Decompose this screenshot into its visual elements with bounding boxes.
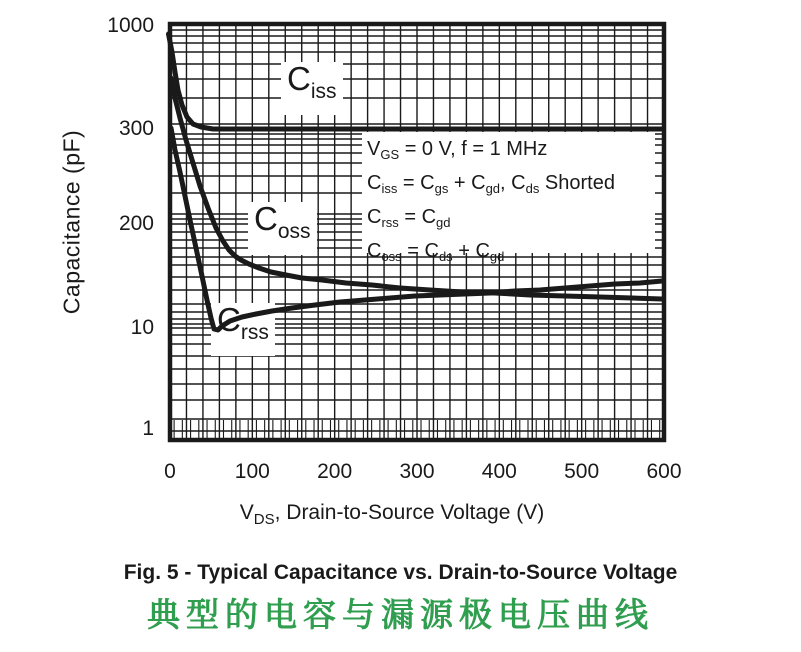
- label-text: C: [367, 240, 382, 262]
- figure-caption-english: Fig. 5 - Typical Capacitance vs. Drain-to-Source Voltage: [123, 561, 678, 584]
- subscript-text: oss: [277, 220, 311, 243]
- subscript-text: gs: [434, 181, 449, 196]
- label-text: , Drain-to-Source Voltage (V): [274, 501, 545, 524]
- x-tick-label-0: 0: [164, 460, 176, 483]
- curve-coss: [171, 78, 662, 299]
- subscript-text: iss: [310, 80, 337, 103]
- x-tick-label-400: 400: [481, 460, 517, 483]
- curve-crss: [171, 128, 662, 330]
- label-text: = C: [398, 206, 437, 228]
- y-tick-label-1: 1: [142, 417, 154, 440]
- label-text: C: [367, 172, 382, 194]
- label-text: C: [254, 200, 278, 237]
- x-tick-label-200: 200: [317, 460, 353, 483]
- label-text: + C: [452, 240, 490, 262]
- subscript-text: DS: [253, 511, 275, 528]
- label-text: = 0 V, f = 1 MHz: [399, 138, 548, 160]
- subscript-text: ds: [438, 249, 453, 264]
- y-tick-label-200: 200: [118, 212, 154, 235]
- subscript-text: rss: [381, 215, 399, 230]
- label-text: C: [287, 60, 311, 97]
- label-text: + C: [448, 172, 486, 194]
- subscript-text: gd: [489, 249, 505, 264]
- label-text: , C: [500, 172, 526, 194]
- y-tick-label-1000: 1000: [107, 14, 154, 37]
- x-tick-label-100: 100: [234, 460, 270, 483]
- y-tick-label-300: 300: [118, 117, 154, 140]
- subscript-text: oss: [381, 249, 402, 264]
- label-text: C: [217, 301, 241, 338]
- y-axis-title: Capacitance (pF): [58, 129, 85, 315]
- subscript-text: gd: [485, 181, 501, 196]
- figure-caption-chinese: 典型的电容与漏源极电压曲线: [147, 596, 654, 633]
- subscript-text: iss: [381, 181, 398, 196]
- y-tick-label-10: 10: [130, 316, 154, 339]
- subscript-text: ds: [525, 181, 540, 196]
- label-text: V: [367, 138, 381, 160]
- label-text: = C: [401, 240, 439, 262]
- x-tick-label-500: 500: [564, 460, 600, 483]
- label-text: Shorted: [539, 172, 615, 194]
- x-tick-label-600: 600: [646, 460, 682, 483]
- subscript-text: gd: [436, 215, 451, 230]
- subscript-text: rss: [240, 321, 269, 344]
- label-text: = C: [397, 172, 435, 194]
- x-tick-label-300: 300: [399, 460, 435, 483]
- subscript-text: GS: [380, 147, 400, 162]
- curve-ciss: [169, 34, 663, 129]
- label-text: C: [367, 206, 382, 228]
- label-text: V: [239, 501, 254, 524]
